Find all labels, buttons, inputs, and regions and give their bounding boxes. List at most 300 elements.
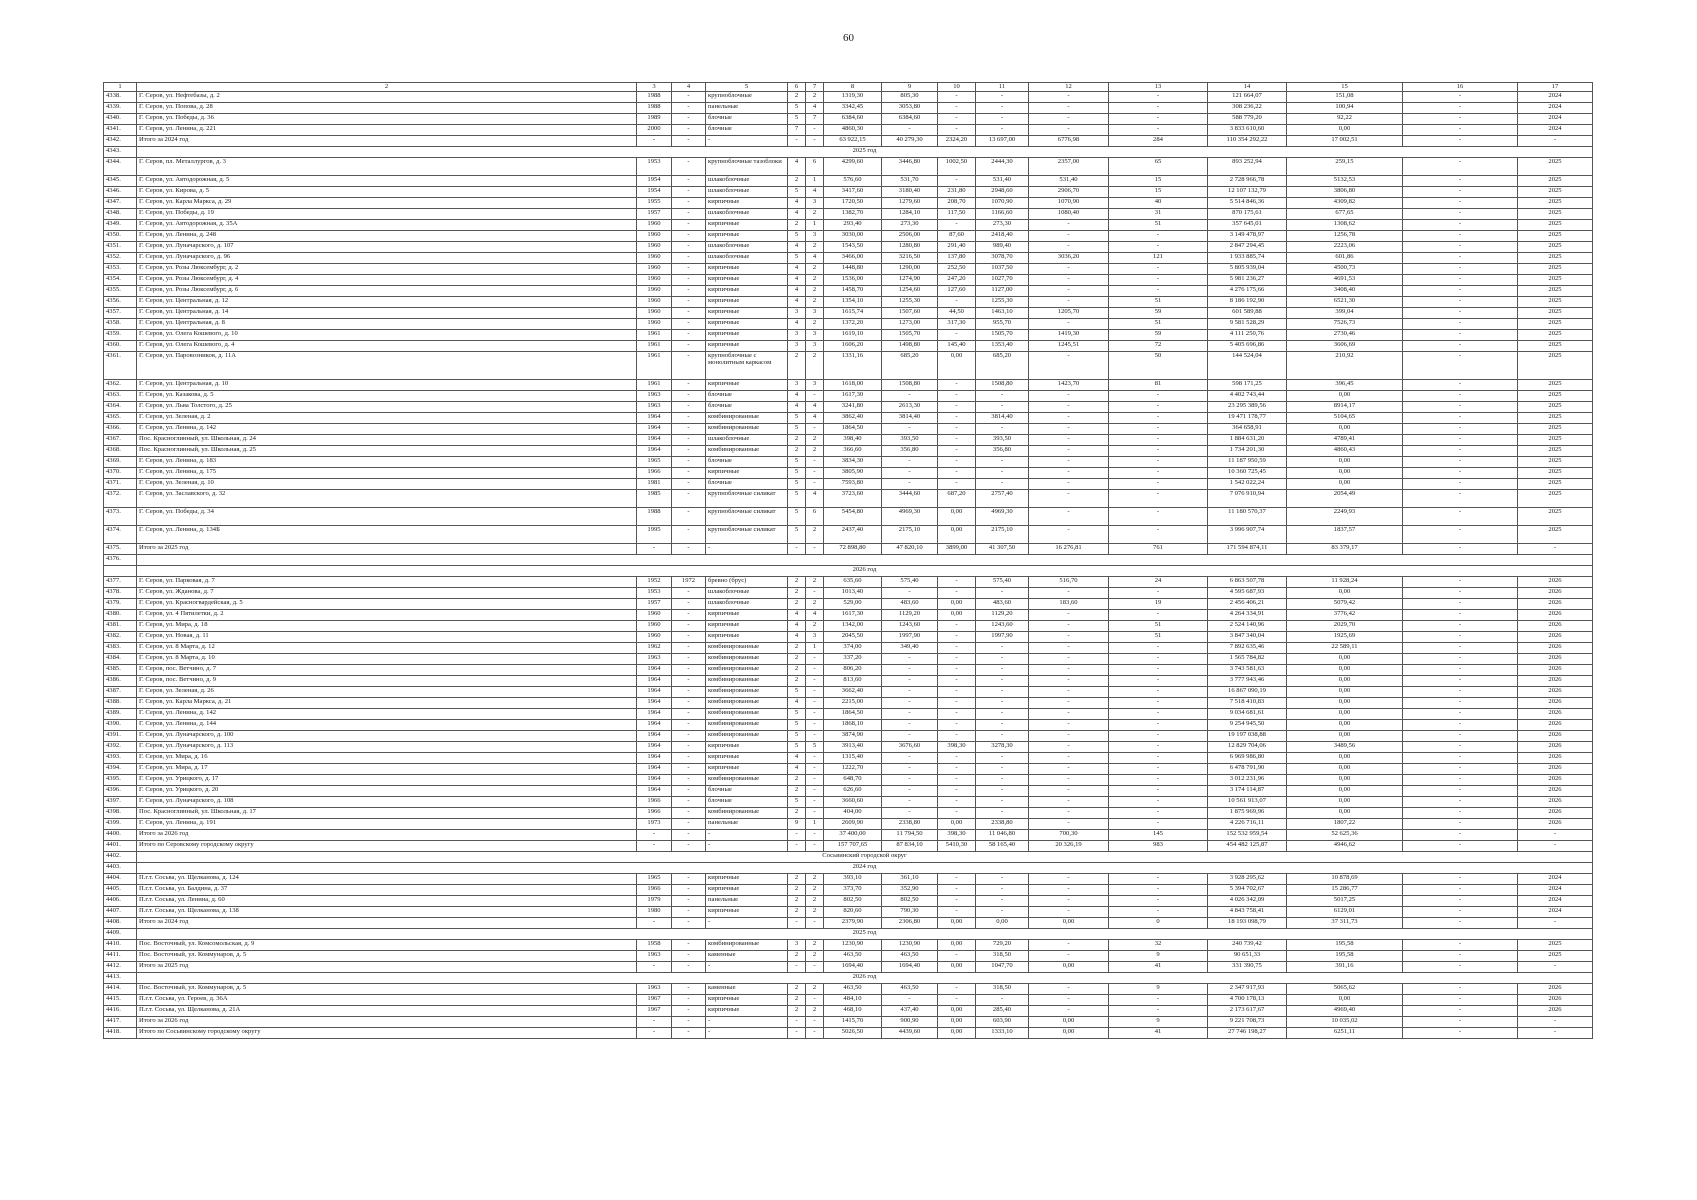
table-cell: 4352. — [104, 253, 137, 264]
table-cell: 4 — [806, 103, 824, 114]
table-cell: - — [976, 654, 1029, 665]
table-cell: 3 — [806, 308, 824, 319]
table-cell: 364 658,91 — [1208, 424, 1287, 435]
table-cell: 10 035,02 — [1287, 1017, 1403, 1028]
table-cell: - — [1029, 995, 1109, 1006]
table-cell: 9 — [1109, 1017, 1208, 1028]
table-cell: - — [1403, 731, 1518, 742]
table-cell: 1925,69 — [1287, 632, 1403, 643]
table-cell: - — [1403, 995, 1518, 1006]
table-cell: 1222,70 — [824, 764, 882, 775]
table-cell: 1964 — [637, 786, 672, 797]
housing-register-table-wrap — [103, 82, 1591, 1039]
table-cell: 195,58 — [1287, 951, 1403, 962]
table-cell: Г. Серов, ул. Ленина, д. 183 — [137, 457, 637, 468]
table-cell: 1333,10 — [976, 1028, 1029, 1039]
table-row — [104, 610, 1593, 621]
table-cell: 1988 — [637, 92, 672, 103]
table-cell: - — [672, 995, 706, 1006]
table-cell: 1957 — [637, 599, 672, 610]
table-cell: 5 — [788, 457, 806, 468]
table-cell: 4 — [788, 319, 806, 330]
table-cell: 2 — [788, 808, 806, 819]
table-cell: 4349. — [104, 220, 137, 231]
table-cell: 47 820,10 — [882, 544, 938, 555]
table-cell: - — [672, 253, 706, 264]
table-cell: - — [1403, 380, 1518, 391]
table-cell: 2 — [806, 940, 824, 951]
table-cell: 7 — [806, 114, 824, 125]
table-cell: комбинированные — [706, 720, 788, 731]
table-cell: - — [938, 457, 976, 468]
table-cell: - — [882, 731, 938, 742]
table-cell: 4969,30 — [882, 508, 938, 526]
table-cell: 0 — [1109, 918, 1208, 929]
table-row — [104, 526, 1593, 544]
table-cell: Итого по Серовскому городскому округу — [137, 841, 637, 852]
table-cell: 4411. — [104, 951, 137, 962]
table-cell: 52 625,36 — [1287, 830, 1403, 841]
table-cell: 4 — [788, 286, 806, 297]
table-cell: 1964 — [637, 742, 672, 753]
table-cell: - — [938, 907, 976, 918]
table-cell: 100,94 — [1287, 103, 1403, 114]
table-cell: 1617,30 — [824, 610, 882, 621]
table-cell: 2 — [806, 1006, 824, 1017]
table-cell: 4379. — [104, 599, 137, 610]
table-cell: 373,70 — [824, 885, 882, 896]
table-cell: 72 — [1109, 341, 1208, 352]
table-cell: - — [882, 468, 938, 479]
table-cell: Г. Серов, ул. Парковая, д. 7 — [137, 577, 637, 588]
table-cell: 685,20 — [976, 352, 1029, 380]
table-cell: - — [1109, 286, 1208, 297]
table-cell: комбинированные — [706, 413, 788, 424]
table-cell: - — [938, 577, 976, 588]
table-row — [104, 114, 1593, 125]
table-cell: - — [1403, 951, 1518, 962]
table-cell: - — [976, 797, 1029, 808]
table-cell: 0,00 — [1287, 479, 1403, 490]
table-cell: 337,20 — [824, 654, 882, 665]
table-row — [104, 275, 1593, 286]
table-cell: 4 700 178,13 — [1208, 995, 1287, 1006]
table-cell: - — [976, 92, 1029, 103]
table-cell: 11 187 950,59 — [1208, 457, 1287, 468]
table-cell: 50 — [1109, 352, 1208, 380]
table-cell: - — [1029, 621, 1109, 632]
table-cell: Г. Серов, ул. Нефтебазы, д. 2 — [137, 92, 637, 103]
table-cell: 2045,50 — [824, 632, 882, 643]
table-cell: 4387. — [104, 687, 137, 698]
table-cell: - — [806, 786, 824, 797]
table-cell: 40 279,30 — [882, 136, 938, 147]
table-cell: - — [976, 775, 1029, 786]
table-cell: 3899,00 — [938, 544, 976, 555]
table-row — [104, 125, 1593, 136]
table-cell: - — [1109, 896, 1208, 907]
table-cell: 2025 — [1518, 951, 1593, 962]
table-cell: 3036,20 — [1029, 253, 1109, 264]
table-cell: 4 — [806, 253, 824, 264]
table-cell: 2 — [788, 577, 806, 588]
table-cell: 3676,60 — [882, 742, 938, 753]
table-cell: 152 532 959,54 — [1208, 830, 1287, 841]
table-cell: кирпичные — [706, 308, 788, 319]
table-cell: - — [976, 874, 1029, 885]
table-cell: кирпичные — [706, 1006, 788, 1017]
table-cell: 4410. — [104, 940, 137, 951]
table-cell: 4860,30 — [824, 125, 882, 136]
table-cell: 2025 — [1518, 435, 1593, 446]
table-row — [104, 380, 1593, 391]
header-cell: 13 — [1109, 83, 1208, 92]
table-cell: 6 — [806, 158, 824, 176]
table-cell: 2026 — [1518, 742, 1593, 753]
table-cell: 3913,40 — [824, 742, 882, 753]
header-cell: 5 — [706, 83, 788, 92]
table-cell: - — [882, 665, 938, 676]
table-cell: 4354. — [104, 275, 137, 286]
table-cell: 1988 — [637, 508, 672, 526]
table-cell: 5 — [788, 413, 806, 424]
table-row — [104, 136, 1593, 147]
table-cell: 2025 — [1518, 940, 1593, 951]
table-cell: 4347. — [104, 198, 137, 209]
table-cell: Г. Серов, ул. 4 Пятилетки, д. 2 — [137, 610, 637, 621]
table-cell: 23 295 389,56 — [1208, 402, 1287, 413]
table-cell: 273,30 — [882, 220, 938, 231]
table-cell: 2 173 617,67 — [1208, 1006, 1287, 1017]
table-cell: - — [938, 125, 976, 136]
table-cell: - — [672, 114, 706, 125]
table-cell: - — [1403, 435, 1518, 446]
table-cell: - — [1403, 896, 1518, 907]
table-cell: Г. Серов, ул. Карла Маркса, д. 29 — [137, 198, 637, 209]
table-cell: 331 390,75 — [1208, 962, 1287, 973]
table-cell: 2 456 406,21 — [1208, 599, 1287, 610]
table-cell: 8 186 192,90 — [1208, 297, 1287, 308]
table-cell: - — [976, 698, 1029, 709]
table-cell: 1963 — [637, 951, 672, 962]
table-cell: - — [1109, 588, 1208, 599]
table-cell: 0,00 — [1287, 764, 1403, 775]
table-cell: 393,10 — [824, 874, 882, 885]
table-cell: 308 236,22 — [1208, 103, 1287, 114]
table-cell: - — [1029, 435, 1109, 446]
table-cell: 2026 — [1518, 621, 1593, 632]
table-cell: 1967 — [637, 1006, 672, 1017]
table-cell: - — [976, 665, 1029, 676]
table-cell: 463,50 — [882, 984, 938, 995]
section-title-cell: Сосьвинский городской округ — [137, 852, 1593, 863]
section-row — [104, 852, 1593, 863]
table-cell: - — [672, 709, 706, 720]
table-cell: - — [806, 424, 824, 435]
table-cell: 4691,53 — [1287, 275, 1403, 286]
table-cell: 2026 — [1518, 753, 1593, 764]
table-cell: 5104,65 — [1287, 413, 1403, 424]
table-cell: 598 171,25 — [1208, 380, 1287, 391]
table-cell: 51 — [1109, 297, 1208, 308]
table-cell: 63 922,15 — [824, 136, 882, 147]
table-cell: 24 — [1109, 577, 1208, 588]
table-cell: 3 847 340,04 — [1208, 632, 1287, 643]
table-cell: крупноблочные — [706, 92, 788, 103]
table-cell: 4395. — [104, 775, 137, 786]
table-cell: кирпичные — [706, 275, 788, 286]
table-row — [104, 984, 1593, 995]
table-cell: Г. Серов, ул. Жданова, д. 7 — [137, 588, 637, 599]
table-cell: Г. Серов, ул. Зеленая, д. 10 — [137, 479, 637, 490]
table-cell: 20 326,19 — [1029, 841, 1109, 852]
table-cell: 7526,73 — [1287, 319, 1403, 330]
table-row — [104, 643, 1593, 654]
table-cell: - — [1029, 731, 1109, 742]
table-cell: 19 — [1109, 599, 1208, 610]
table-cell: 1966 — [637, 797, 672, 808]
table-cell: 1864,50 — [824, 709, 882, 720]
table-cell: П.г.т. Сосьва, ул. Балдина, д. 37 — [137, 885, 637, 896]
table-cell: 5017,25 — [1287, 896, 1403, 907]
table-cell: 2025 — [1518, 526, 1593, 544]
table-cell: панельные — [706, 896, 788, 907]
table-cell: Г. Серов, ул. Ленина, д. 144 — [137, 720, 637, 731]
table-cell: Г. Серов, ул. Попова, д. 28 — [137, 103, 637, 114]
table-cell: - — [976, 709, 1029, 720]
table-cell: 1963 — [637, 984, 672, 995]
table-cell: 4 276 175,66 — [1208, 286, 1287, 297]
table-cell: 1463,10 — [976, 308, 1029, 319]
table-cell: 2 — [806, 264, 824, 275]
table-cell: 4360. — [104, 341, 137, 352]
table-cell: - — [976, 457, 1029, 468]
table-cell: 1961 — [637, 352, 672, 380]
table-cell: 2025 — [1518, 264, 1593, 275]
table-cell: 1129,20 — [882, 610, 938, 621]
table-cell: 2025 — [1518, 330, 1593, 341]
table-row — [104, 187, 1593, 198]
table-cell: 0,00 — [938, 599, 976, 610]
table-row — [104, 720, 1593, 731]
table-cell: - — [1109, 742, 1208, 753]
table-cell: - — [672, 819, 706, 830]
table-cell: 83 379,17 — [1287, 544, 1403, 555]
table-row — [104, 588, 1593, 599]
table-cell: - — [1029, 632, 1109, 643]
table-cell: 1985 — [637, 490, 672, 508]
table-cell: 4 — [788, 753, 806, 764]
table-row — [104, 308, 1593, 319]
table-cell: Г. Серов, ул. Кирова, д. 5 — [137, 187, 637, 198]
table-cell: - — [788, 841, 806, 852]
table-cell: - — [1029, 775, 1109, 786]
table-cell: 5 — [788, 797, 806, 808]
table-cell: - — [1029, 1006, 1109, 1017]
section-row — [104, 147, 1593, 158]
table-cell: 6 — [806, 508, 824, 526]
table-cell: - — [1403, 786, 1518, 797]
table-cell: 15 286,77 — [1287, 885, 1403, 896]
table-cell: 2 — [788, 599, 806, 610]
table-cell: - — [1029, 242, 1109, 253]
table-cell: 1964 — [637, 665, 672, 676]
table-cell: - — [1029, 490, 1109, 508]
table-cell: 2026 — [1518, 775, 1593, 786]
table-cell: - — [637, 841, 672, 852]
table-cell: 2175,10 — [882, 526, 938, 544]
table-cell: 117,50 — [938, 209, 976, 220]
table-cell: 2025 — [1518, 490, 1593, 508]
table-cell: 0,00 — [938, 508, 976, 526]
table-cell: - — [882, 588, 938, 599]
table-cell: - — [1403, 352, 1518, 380]
table-cell: 806,20 — [824, 665, 882, 676]
table-cell: 2026 — [1518, 654, 1593, 665]
table-cell: 51 — [1109, 220, 1208, 231]
table-cell: 2054,49 — [1287, 490, 1403, 508]
table-cell: 1353,40 — [976, 341, 1029, 352]
table-cell: - — [976, 786, 1029, 797]
table-cell: - — [1403, 621, 1518, 632]
table-cell: кирпичные — [706, 330, 788, 341]
table-cell: 1960 — [637, 220, 672, 231]
table-cell: - — [806, 544, 824, 555]
table-cell: 870 175,61 — [1208, 209, 1287, 220]
table-cell: 2025 — [1518, 187, 1593, 198]
table-cell: Г. Серов, ул. Луначарского, д. 100 — [137, 731, 637, 742]
table-cell: - — [1029, 610, 1109, 621]
table-cell: - — [672, 341, 706, 352]
table-cell: 285,40 — [976, 1006, 1029, 1017]
table-cell: - — [1029, 698, 1109, 709]
table-cell: - — [1109, 114, 1208, 125]
table-cell: 2025 — [1518, 402, 1593, 413]
table-cell: 27 746 198,27 — [1208, 1028, 1287, 1039]
table-cell: 1 933 885,74 — [1208, 253, 1287, 264]
table-cell: 1964 — [637, 676, 672, 687]
table-cell: 2026 — [1518, 786, 1593, 797]
table-cell: 2025 — [1518, 275, 1593, 286]
table-cell: блочные — [706, 797, 788, 808]
table-cell: 2026 — [1518, 599, 1593, 610]
table-cell: 5 394 702,67 — [1208, 885, 1287, 896]
table-cell: 1617,30 — [824, 391, 882, 402]
table-cell: 4381. — [104, 621, 137, 632]
table-cell: 4 — [806, 402, 824, 413]
table-cell: 2 — [788, 352, 806, 380]
table-cell: 1720,50 — [824, 198, 882, 209]
table-cell: - — [806, 1028, 824, 1039]
table-cell: - — [1403, 402, 1518, 413]
table-cell: 145,40 — [938, 341, 976, 352]
table-cell: комбинированные — [706, 731, 788, 742]
table-cell: 151,08 — [1287, 92, 1403, 103]
table-cell: 3874,90 — [824, 731, 882, 742]
table-cell: 81 — [1109, 380, 1208, 391]
table-row — [104, 468, 1593, 479]
table-cell: - — [1109, 231, 1208, 242]
table-cell: 2418,40 — [976, 231, 1029, 242]
table-cell: 4 — [788, 402, 806, 413]
table-cell: 0,00 — [1029, 1028, 1109, 1039]
table-cell: - — [672, 764, 706, 775]
table-cell: - — [938, 786, 976, 797]
table-cell: крупноблочные силикат — [706, 508, 788, 526]
table-cell: 4394. — [104, 764, 137, 775]
table-cell: блочные — [706, 786, 788, 797]
table-row — [104, 176, 1593, 187]
table-cell: 4416. — [104, 1006, 137, 1017]
table-cell: - — [1403, 808, 1518, 819]
table-cell: 2025 — [1518, 380, 1593, 391]
table-cell: 813,60 — [824, 676, 882, 687]
table-cell: - — [1029, 231, 1109, 242]
table-cell: 3 — [806, 341, 824, 352]
table-cell: Г. Серов, ул. Зеленая, д. 26 — [137, 687, 637, 698]
table-cell: 4339. — [104, 103, 137, 114]
table-cell: - — [706, 830, 788, 841]
table-cell: - — [672, 698, 706, 709]
table-cell: - — [806, 457, 824, 468]
table-cell: панельные — [706, 819, 788, 830]
table-cell: 2 — [788, 643, 806, 654]
table-cell: - — [806, 136, 824, 147]
table-cell: 1 565 784,82 — [1208, 654, 1287, 665]
table-cell: - — [1109, 526, 1208, 544]
table-cell: 4357. — [104, 308, 137, 319]
table-cell: 1964 — [637, 446, 672, 457]
table-cell: 4371. — [104, 479, 137, 490]
table-cell: - — [1403, 319, 1518, 330]
table-cell: 2024 — [1518, 907, 1593, 918]
table-cell: - — [1109, 731, 1208, 742]
table-cell: 6129,01 — [1287, 907, 1403, 918]
table-cell: 463,50 — [824, 984, 882, 995]
table-cell: 4860,43 — [1287, 446, 1403, 457]
table-cell: 0,00 — [1287, 588, 1403, 599]
table-cell: - — [976, 103, 1029, 114]
table-cell: 1507,60 — [882, 308, 938, 319]
table-cell: - — [706, 962, 788, 973]
table-cell: Пос. Красноглинный, ул. Школьная, д. 24 — [137, 435, 637, 446]
table-cell: - — [672, 231, 706, 242]
table-cell: 1864,50 — [824, 424, 882, 435]
table-cell: 0,00 — [1287, 676, 1403, 687]
section-title-cell — [137, 555, 1593, 566]
table-cell: - — [806, 687, 824, 698]
table-cell: - — [788, 1017, 806, 1028]
table-cell: комбинированные — [706, 643, 788, 654]
table-cell: 729,20 — [976, 940, 1029, 951]
table-cell: 2025 — [1518, 253, 1593, 264]
table-cell: - — [672, 588, 706, 599]
table-cell: 318,50 — [976, 984, 1029, 995]
table-row — [104, 446, 1593, 457]
table-cell: 2506,00 — [882, 231, 938, 242]
table-cell: 2 — [788, 1006, 806, 1017]
table-cell: 6 863 507,78 — [1208, 577, 1287, 588]
table-cell: - — [1518, 136, 1593, 147]
table-cell: 0,00 — [1287, 665, 1403, 676]
table-cell: 1960 — [637, 610, 672, 621]
table-cell: 2730,46 — [1287, 330, 1403, 341]
table-cell: Г. Серов, ул. Розы Люксембург, д. 2 — [137, 264, 637, 275]
table-cell: 1230,90 — [882, 940, 938, 951]
table-cell: - — [672, 896, 706, 907]
table-cell: - — [938, 984, 976, 995]
table-cell: - — [938, 330, 976, 341]
